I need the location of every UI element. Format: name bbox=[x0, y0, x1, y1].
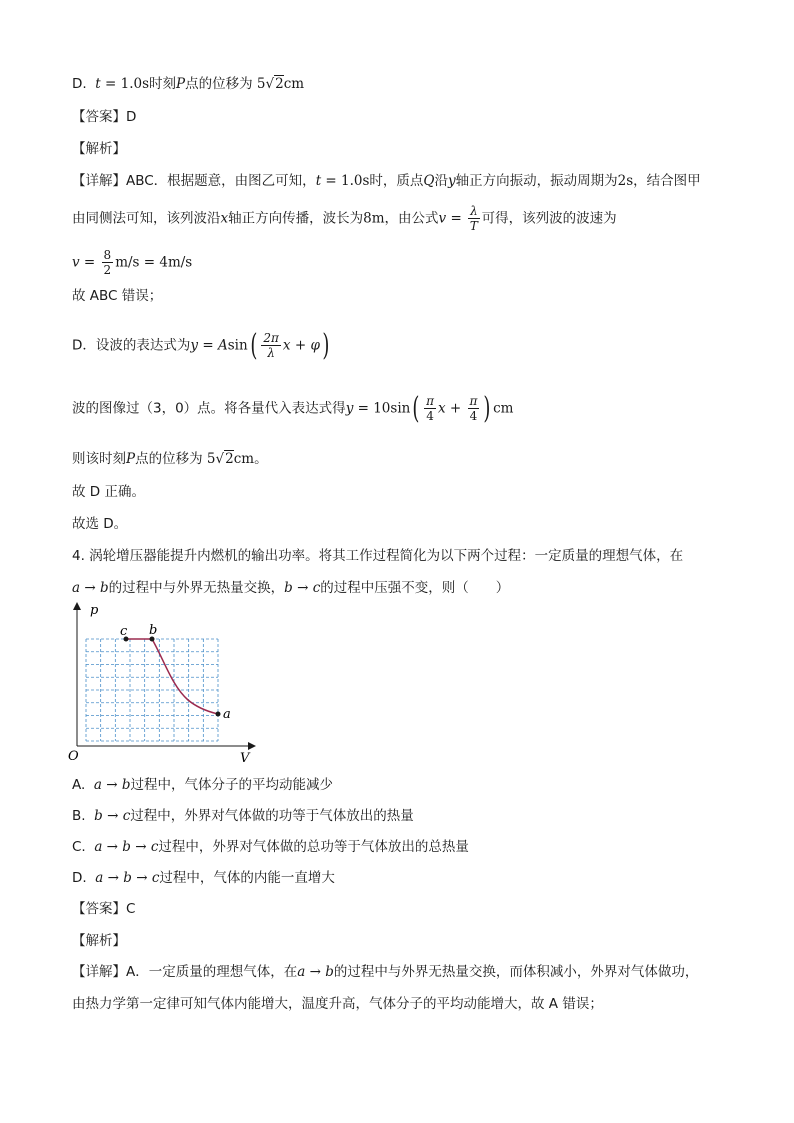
choose-d-line: 故选 D。 bbox=[72, 516, 128, 532]
left-paren: ( bbox=[250, 327, 258, 363]
text: A．一定质量的理想气体，在 bbox=[126, 964, 298, 980]
var-phi: φ bbox=[310, 337, 320, 354]
text: 的过程中与外界无热量交换，而体积减小，外界对气体做功， bbox=[333, 964, 699, 980]
analysis-label: 解析 bbox=[85, 141, 113, 157]
unit: cm bbox=[283, 76, 305, 92]
option-c bbox=[72, 837, 469, 857]
var-v: v bbox=[72, 254, 80, 271]
var-b: b bbox=[284, 580, 293, 596]
analysis-label: 解析 bbox=[85, 933, 113, 949]
var-b: b bbox=[122, 839, 131, 855]
var-t: t bbox=[95, 76, 101, 92]
sin: sin bbox=[390, 400, 411, 417]
detail-line-6: 由热力学第一定律可知气体内能增大，温度升高，气体分子的平均动能增大，故 A 错误； bbox=[72, 996, 603, 1012]
arrow: → bbox=[102, 808, 123, 824]
unit: cm bbox=[233, 451, 255, 467]
var-b: b bbox=[121, 777, 131, 793]
denominator: λ bbox=[267, 346, 275, 360]
numerator: λ bbox=[470, 204, 478, 218]
text: 过程中，外界对气体做的功等于气体放出的热量 bbox=[130, 808, 414, 824]
bracket: 】 bbox=[112, 933, 126, 949]
d-substituted-line bbox=[72, 390, 514, 426]
p-axis-label: p bbox=[90, 603, 99, 618]
radicand: 2 bbox=[275, 76, 284, 92]
equals: = bbox=[446, 210, 467, 227]
sin: sin bbox=[227, 337, 248, 354]
arrow: → bbox=[292, 580, 313, 596]
option-label: D. bbox=[72, 870, 87, 886]
detail-line-3 bbox=[72, 248, 192, 277]
text: 轴正方向传播，波长为 bbox=[228, 210, 364, 227]
plus: + bbox=[445, 400, 466, 417]
fraction-lambda-t bbox=[468, 204, 480, 233]
a-label: a bbox=[223, 707, 231, 722]
numerator: 2π bbox=[263, 331, 279, 345]
value: 2s bbox=[617, 173, 634, 189]
dashed-grid bbox=[86, 639, 218, 741]
detail-line-5 bbox=[72, 962, 698, 982]
origin-label: O bbox=[68, 749, 79, 764]
fraction-pi-4 bbox=[424, 394, 436, 423]
fraction-pi-4 bbox=[468, 394, 480, 423]
option-d-line bbox=[72, 74, 304, 94]
var-x: x bbox=[282, 337, 291, 354]
value: m/s = 4m/s bbox=[115, 254, 193, 271]
text: 过程中，气体分子的平均动能减少 bbox=[130, 777, 334, 793]
arrow: → bbox=[102, 839, 123, 855]
var-c: c bbox=[150, 839, 159, 855]
d-expression-line bbox=[72, 327, 332, 363]
fraction-8-2 bbox=[102, 248, 114, 277]
value: = 10 bbox=[353, 400, 391, 417]
text: 的过程中与外界无热量交换， bbox=[108, 580, 285, 596]
value: 5 bbox=[256, 76, 266, 92]
text: 点的位移为 bbox=[185, 76, 253, 92]
arrow: → bbox=[131, 870, 152, 886]
numerator: 8 bbox=[103, 248, 112, 262]
d-correct-line: 故 D 正确。 bbox=[72, 484, 145, 500]
text: ，由公式 bbox=[384, 210, 439, 227]
var-p: P bbox=[176, 76, 186, 92]
var-p: P bbox=[126, 451, 136, 467]
arrow: → bbox=[130, 839, 151, 855]
pv-diagram bbox=[64, 600, 264, 770]
value: = 1.0s bbox=[321, 173, 370, 189]
right-paren: ) bbox=[322, 327, 330, 363]
detail-tag: 【详解】 bbox=[72, 173, 126, 189]
denominator: 4 bbox=[426, 409, 434, 423]
option-label: C. bbox=[72, 839, 86, 855]
v-axis-label: V bbox=[240, 751, 250, 766]
var-a: A bbox=[217, 337, 228, 354]
sqrt-symbol: √2 bbox=[215, 451, 234, 467]
var-a: a bbox=[94, 839, 103, 855]
var-a: a bbox=[72, 580, 81, 596]
detail-tag: 【详解】 bbox=[72, 964, 126, 980]
var-q: Q bbox=[423, 173, 435, 189]
d-result-line bbox=[72, 449, 268, 469]
bracket: 【 bbox=[72, 141, 86, 157]
arrow: → bbox=[101, 777, 122, 793]
point-a bbox=[216, 712, 221, 717]
var-b: b bbox=[94, 808, 103, 824]
var-b: b bbox=[99, 580, 109, 596]
answer-2: 【答案】C bbox=[72, 901, 136, 917]
text: 过程中，外界对气体做的总功等于气体放出的总热量 bbox=[158, 839, 469, 855]
text: 则该时刻 bbox=[72, 451, 126, 467]
option-b bbox=[72, 806, 414, 826]
var-b: b bbox=[325, 964, 334, 980]
var-y: y bbox=[448, 173, 456, 189]
numerator: π bbox=[426, 394, 434, 408]
var-b: b bbox=[123, 870, 132, 886]
right-paren: ) bbox=[483, 390, 491, 426]
bracket: 【 bbox=[72, 933, 86, 949]
var-c: c bbox=[312, 580, 321, 596]
option-label: A. bbox=[72, 777, 86, 793]
var-y: y bbox=[190, 337, 199, 354]
var-a: a bbox=[95, 870, 104, 886]
text: 点的位移为 bbox=[135, 451, 203, 467]
detail-line-2 bbox=[72, 204, 617, 233]
text: 时，质点 bbox=[369, 173, 424, 189]
radicand: 2 bbox=[225, 451, 234, 467]
fraction-2pi-lambda bbox=[261, 331, 281, 360]
var-a: a bbox=[297, 964, 306, 980]
denominator: 2 bbox=[103, 263, 112, 277]
text: 由同侧法可知，该列波沿 bbox=[72, 210, 221, 227]
text: D．设波的表达式为 bbox=[72, 337, 191, 354]
unit: cm bbox=[493, 400, 514, 417]
analysis-heading-2 bbox=[72, 931, 126, 951]
equals: = bbox=[79, 254, 100, 271]
text: 的过程中压强不变，则（ ） bbox=[320, 580, 510, 596]
value: = 1.0s bbox=[100, 76, 150, 92]
option-label: B. bbox=[72, 808, 86, 824]
value: 8m bbox=[363, 210, 385, 227]
option-label: D. bbox=[72, 76, 87, 92]
left-paren: ( bbox=[412, 390, 420, 426]
option-d2 bbox=[72, 868, 335, 888]
option-a bbox=[72, 775, 333, 795]
sqrt-symbol: √2 bbox=[265, 76, 284, 92]
arrow: → bbox=[103, 870, 124, 886]
numerator: π bbox=[469, 394, 478, 408]
question-4-stem: 4. 涡轮增压器能提升内燃机的输出功率。将其工作过程简化为以下两个过程：一定质量的理想气体，在 bbox=[72, 548, 684, 564]
text: 可得，该列波的波速为 bbox=[481, 210, 617, 227]
analysis-heading-1 bbox=[72, 139, 126, 159]
text: 时刻 bbox=[149, 76, 177, 92]
var-c: c bbox=[151, 870, 160, 886]
answer-1: 【答案】D bbox=[72, 109, 137, 125]
equals: = bbox=[198, 337, 218, 354]
value: 5 bbox=[206, 451, 216, 467]
text: ABC．根据题意，由图乙可知， bbox=[126, 173, 316, 189]
text: 过程中，气体的内能一直增大 bbox=[159, 870, 335, 886]
arrow: → bbox=[305, 964, 326, 980]
plus: + bbox=[290, 337, 311, 354]
var-t: t bbox=[315, 173, 322, 189]
var-x: x bbox=[220, 210, 229, 227]
bracket: 】 bbox=[112, 141, 126, 157]
b-label: b bbox=[149, 623, 158, 638]
text: 波的图像过（3，0）点。将各量代入表达式得 bbox=[72, 400, 346, 417]
text: 沿 bbox=[434, 173, 448, 189]
var-c: c bbox=[122, 808, 131, 824]
var-a: a bbox=[93, 777, 102, 793]
arrow: → bbox=[80, 580, 100, 596]
c-label: c bbox=[120, 624, 128, 639]
var-x: x bbox=[437, 400, 446, 417]
var-y: y bbox=[345, 400, 354, 417]
detail-line-1 bbox=[72, 171, 701, 191]
text: 轴正方向振动，振动周期为 bbox=[455, 173, 618, 189]
denominator: T bbox=[469, 219, 478, 233]
question-4-stem-cont bbox=[72, 578, 509, 598]
text: ，结合图甲 bbox=[633, 173, 701, 189]
detail-line-4: 故 ABC 错误； bbox=[72, 288, 163, 304]
text: 。 bbox=[254, 451, 268, 467]
denominator: 4 bbox=[469, 409, 478, 423]
var-v: v bbox=[438, 210, 447, 227]
